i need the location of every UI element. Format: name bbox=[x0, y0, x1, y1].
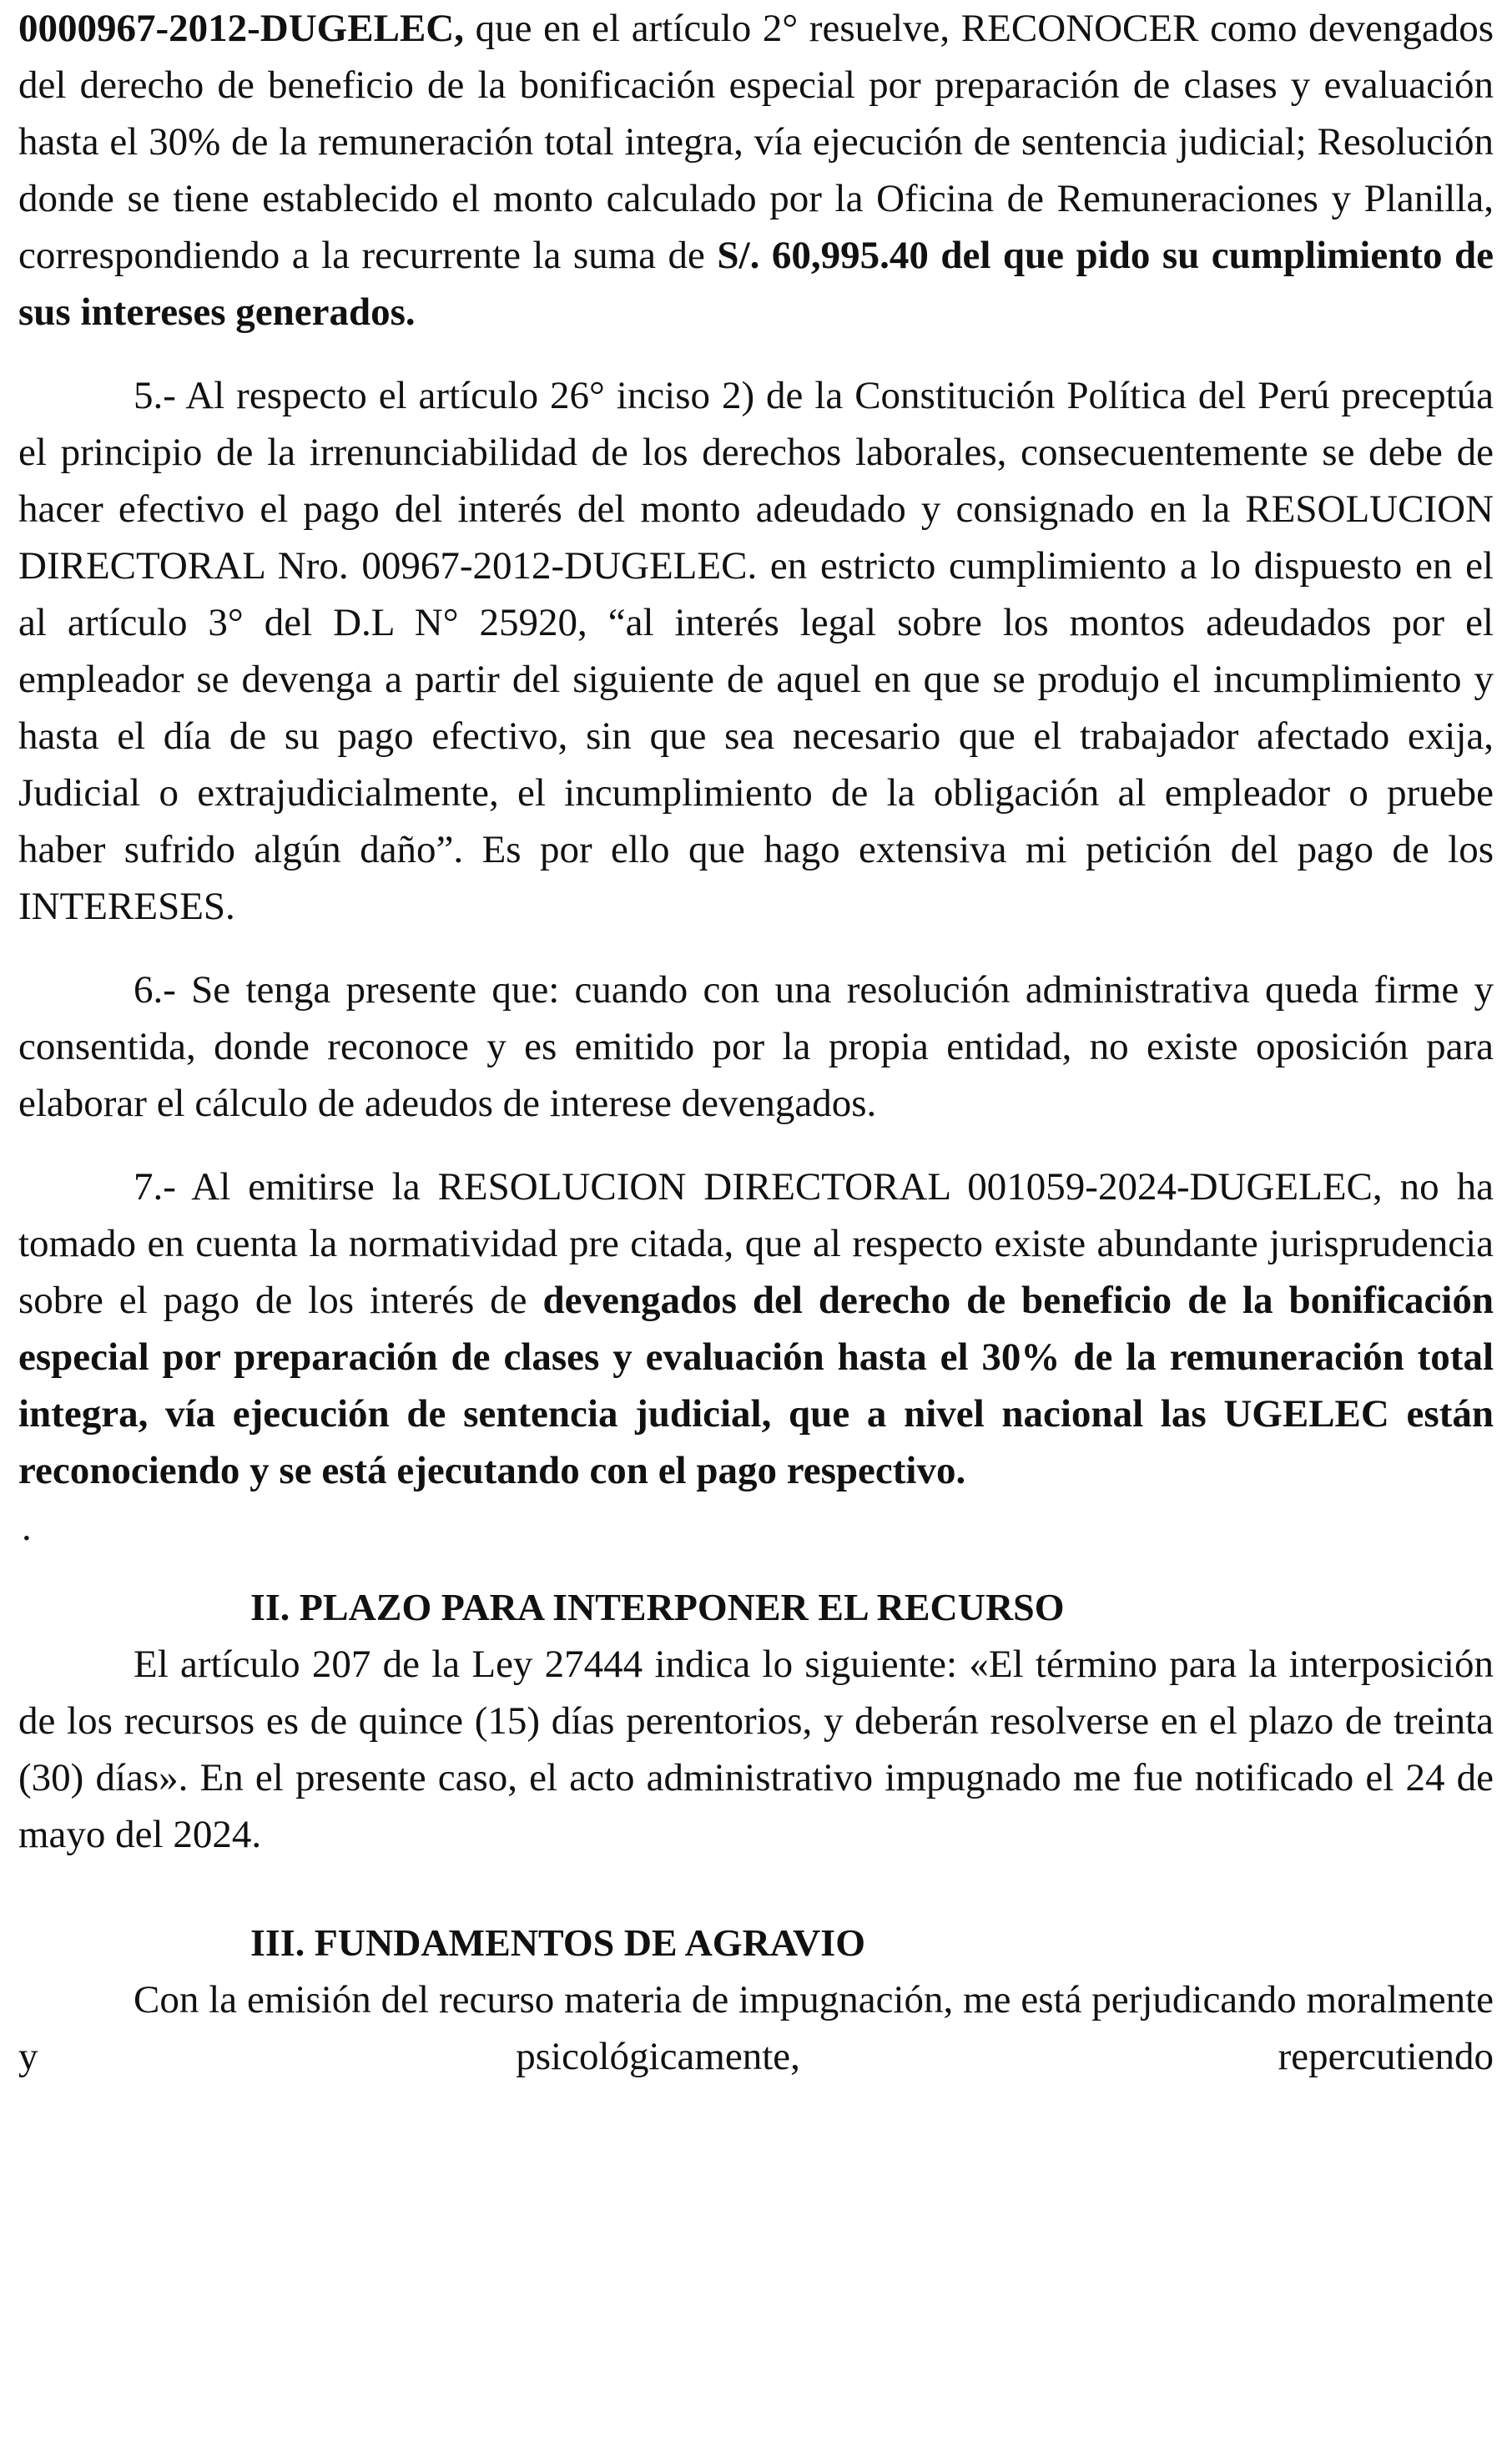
paragraph-bold-text: devengados del derecho de beneficio de la bonificación especial por preparación de clases y evaluación hasta el 30% de la remuneración total integra, vía ejecución de sentencia judicial, que a nivel nacional las UGELEC están reconociendo y se está ejecutando con el pago respectivo. bbox=[18, 1279, 1494, 1492]
paragraph-5 bbox=[18, 367, 1494, 935]
stray-dot: . bbox=[22, 1506, 32, 1549]
section-plazo-body: El artículo 207 de la Ley 27444 indica lo siguiente: «El término para la interposición de los recursos es de quince (15) días perentorios, y deberán resolverse en el plazo de treinta (30) días». En el presente caso, el acto administrativo impugnado me fue notificado el 24 de mayo del 2024. bbox=[18, 1643, 1494, 1856]
paragraph-text: 5.- Al respecto el artículo 26° inciso 2) de la Constitución Política del Perú preceptúa el principio de la irrenunciabilidad de los derechos laborales, consecuentemente se debe de hacer efectivo el pago del interés del monto adeudado y consignado en la RESOLUCION DIRECTORAL Nro. 00967-2012-DUGELEC. en estricto cumplimiento a lo dispuesto en el al artículo 3° del D.L N° 25920, “al interés legal sobre los montos adeudados por el empleador se devenga a partir del siguiente de aquel en que se produjo el incumplimiento y hasta el día de su pago efectivo, sin que sea necesario que el trabajador afectado exija, Judicial o extrajudicialmente, el incumplimiento de la obligación al empleador o pruebe haber sufrido algún daño”. Es por ello que hago extensiva mi petición del pago de los INTERESES. bbox=[18, 374, 1494, 928]
document-page bbox=[18, 0, 1494, 2085]
resolution-number: 0000967-2012-DUGELEC, bbox=[18, 7, 464, 50]
section-heading-agravio: III. FUNDAMENTOS DE AGRAVIO bbox=[250, 1921, 865, 1964]
paragraph-text: 7.- Al emitirse la RESOLUCION DIRECTORAL 001059-2024-DUGELEC, no ha tomado en cuenta la normatividad pre citada, que al respecto existe abundante jurisprudencia sobre el pago de los interés de bbox=[18, 1165, 1494, 1322]
paragraph-6 bbox=[18, 961, 1494, 1132]
section-heading-plazo: II. PLAZO PARA INTERPONER EL RECURSO bbox=[250, 1586, 1065, 1628]
paragraph-text: que en el artículo 2° resuelve, RECONOCER como devengados del derecho de beneficio de la bonificación especial por preparación de clases y evaluación hasta el 30% de la remuneración total integra, vía ejecución de sentencia judicial; Resolución donde se tiene establecido el monto calculado por la Oficina de Remuneraciones y Planilla, correspondiendo a la recurrente la suma de bbox=[18, 7, 1494, 277]
paragraph-7 bbox=[18, 1158, 1494, 1499]
amount-bold-text: S/. 60,995.40 del que pido su cumplimiento de sus intereses generados. bbox=[18, 234, 1494, 334]
paragraph-4-continuation bbox=[18, 0, 1494, 341]
paragraph-text: 6.- Se tenga presente que: cuando con una resolución administrativa queda firme y consentida, donde reconoce y es emitido por la propia entidad, no existe oposición para elaborar el cálculo de adeudos de interese devengados. bbox=[18, 968, 1494, 1125]
section-agravio-body: Con la emisión del recurso materia de impugnación, me está perjudicando moralmente y psicológicamente, repercutiendo bbox=[18, 1978, 1494, 2078]
